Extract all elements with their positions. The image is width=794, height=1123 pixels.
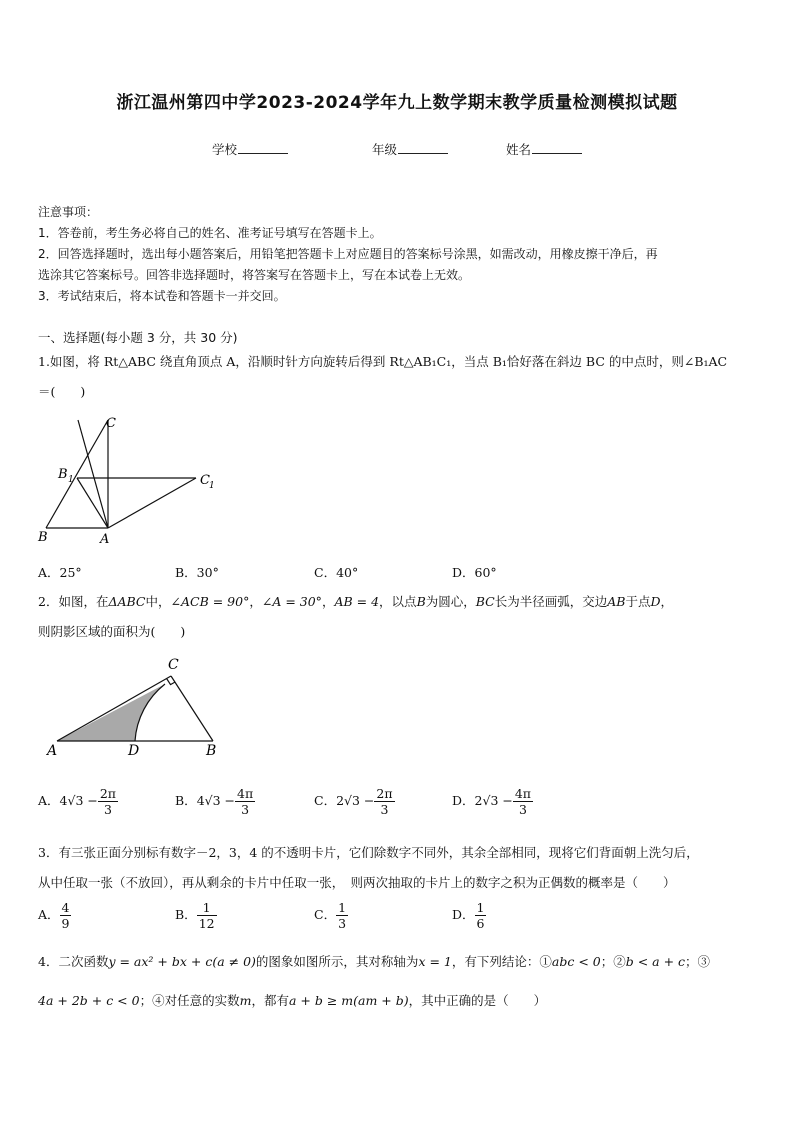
q1-label-B1: B [58,467,68,482]
q1-line2: ＝( ) [38,384,86,399]
q1-seg-C1A [108,478,196,528]
q1-line1: 1.如图，将 Rt△ABC 绕直角顶点 A，沿顺时针方向旋转后得到 Rt△AB₁C₁，当点 B₁恰好落在斜边 BC 的中点时，则∠B₁AC [38,354,728,369]
notes-item: 选涂其它答案标号。回答非选择题时，将答案写在答题卡上，写在本试卷上无效。 [38,268,471,282]
q1-label-B1-sub: 1 [68,475,74,485]
name-blank[interactable] [532,142,582,154]
school-label: 学校 [212,142,238,157]
q2-line1: 2．如图，在ΔABC中，∠ACB = 90°，∠A = 30°，AB = 4，以点B为圆心，BC长为半径画弧，交边AB于点D， [38,594,674,609]
q1-seg-AC [78,420,108,528]
q2-label-D: D [128,743,140,759]
q2-seg-CB [171,676,213,741]
q4-line2: 4a + 2b + c < 0；④对任意的实数m，都有a + b ≥ m(am + b)，其中正确的是（ ） [38,993,547,1008]
q1-option-c[interactable]: C．40° [314,565,359,580]
grade-label: 年级 [372,142,398,157]
q3-line2: 从中任取一张（不放回），再从剩余的卡片中任取一张， 则两次抽取的卡片上的数字之积为正偶数的概率是（ ） [38,875,676,890]
q3-option-b[interactable]: B． $\frac{1}{12}$ [175,900,215,931]
q2-option-d[interactable]: D．2√3 − $\frac{4\pi}{3}$ [452,786,532,817]
name-label: 姓名 [506,142,532,157]
q1-option-d[interactable]: D．60° [452,565,497,580]
notes-block [38,202,658,307]
name-field[interactable] [506,140,582,158]
q1-label-C1: C [200,473,210,488]
q2-label-B: B [206,743,217,759]
q3-line1: 3．有三张正面分别标有数字－2，3，4 的不透明卡片，它们除数字不同外，其余全部相同，现将它们背面朝上洗匀后， [38,845,699,860]
q2-label-A: A [47,743,58,759]
school-blank[interactable] [238,142,288,154]
q3-option-c[interactable]: C． $\frac{1}{3}$ [314,900,347,931]
notes-heading: 注意事项： [38,205,99,219]
q4-line1: 4．二次函数y = ax² + bx + c(a ≠ 0)的图象如图所示，其对称轴为x = 1，有下列结论：①abc < 0；②b < a + c；③ [38,954,711,969]
q2-option-a[interactable]: A．4√3 − $\frac{2\pi}{3}$ [38,786,117,817]
notes-item: 3．考试结束后，将本试卷和答题卡一并交回。 [38,289,286,303]
q1-option-a[interactable]: A．25° [38,565,82,580]
q3-option-d[interactable]: D． $\frac{1}{6}$ [452,900,485,931]
q1-label-B: B [38,530,48,545]
school-field[interactable] [212,140,288,158]
q2-figure [40,654,230,762]
grade-blank[interactable] [398,142,448,154]
grade-field[interactable] [372,140,448,158]
q2-option-c[interactable]: C．2√3 − $\frac{2\pi}{3}$ [314,786,393,817]
q1-seg-CB [46,420,108,528]
q1-figure [30,412,230,548]
q2-line2: 则阴影区域的面积为( ) [38,624,186,639]
q1-option-b[interactable]: B．30° [175,565,219,580]
q2-option-b[interactable]: B．4√3 − $\frac{4\pi}{3}$ [175,786,254,817]
notes-item: 2．回答选择题时，选出每小题答案后，用铅笔把答题卡上对应题目的答案标号涂黑，如需改动，用橡皮擦干净后，再 [38,247,658,261]
q1-label-A: A [100,532,110,547]
q1-label-C: C [106,416,116,431]
q1-label-C1-sub: 1 [209,481,215,491]
page-title: 浙江温州第四中学2023-2024学年九上数学期末教学质量检测模拟试题 [116,93,678,113]
q3-option-a[interactable]: A． $\frac{4}{9}$ [38,900,70,931]
section-heading: 一、选择题(每小题 3 分，共 30 分) [38,330,238,345]
q1-seg-B1A [77,478,108,528]
notes-item: 1．答卷前，考生务必将自己的姓名、准考证号填写在答题卡上。 [38,226,382,240]
q2-label-C: C [168,657,179,673]
